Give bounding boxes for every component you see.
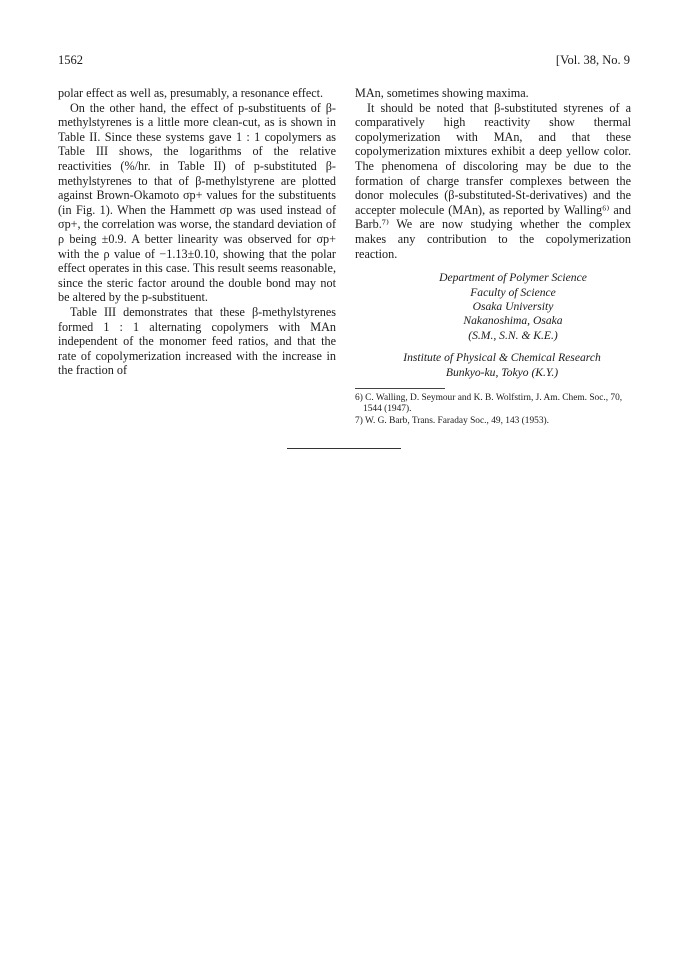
footnote: 6) C. Walling, D. Seymour and K. B. Wolfstirn, J. Am. Chem. Soc., 70, 1544 (1947). bbox=[355, 392, 623, 415]
page-number: 1562 bbox=[58, 53, 83, 67]
affiliation-line: Bunkyo-ku, Tokyo (K.Y.) bbox=[445, 365, 559, 379]
affiliation-line: Department of Polymer Science bbox=[439, 271, 587, 285]
affiliation-line: Nakanoshima, Osaka bbox=[463, 314, 563, 328]
paragraph: MAn, sometimes showing maxima. bbox=[355, 86, 529, 100]
affiliation-tokyo bbox=[373, 351, 631, 380]
affiliation-line: (S.M., S.N. & K.E.) bbox=[468, 328, 558, 342]
affiliation-line: Osaka University bbox=[472, 299, 554, 313]
footnote-divider bbox=[355, 388, 445, 389]
paragraph: On the other hand, the effect of p-substituents of β-methylstyrenes is a little more clean-cut, as is shown in Table II. Since these systems gave 1 : 1 copolymers as Table III shows, the logarithms of the relative reactivities (%/hr. in Table II) of p-substituted β-methylstyrenes to that of β-methylstyrene are plotted against Brown-Okamoto σp+ values for the substituents (in Fig. 1). When the Hammett σp was used instead of σp+, the correlation was worse, the standard deviation of ρ being ±0.9. A better linearity was observed for σp+ with the ρ value of −1.13±0.10, showing that the polar effect operates in this case. This result seems reasonable, since the steric factor around the double bond may not be altered by the p-substituent. bbox=[58, 100, 336, 305]
volume-label: [Vol. 38, No. 9 bbox=[555, 53, 630, 67]
footnote: 7) W. G. Barb, Trans. Faraday Soc., 49, 143 (1953). bbox=[355, 415, 549, 426]
right-column bbox=[355, 86, 631, 427]
end-rule bbox=[287, 448, 401, 449]
affiliation-osaka bbox=[395, 271, 631, 343]
affiliation-line: Faculty of Science bbox=[470, 285, 556, 299]
affiliations bbox=[355, 271, 631, 380]
paragraph: It should be noted that β-substituted styrenes of a comparatively high reactivity show thermal copolymerization with MAn, and that these copolymerization mixtures exhibit a deep yellow color. The phenomena of discoloring may be due to the formation of charge transfer complexes between the donor molecules (β-substituted-St-derivatives) and the accepter molecule (MAn), as reported by Walling⁶⁾ and Barb.⁷⁾ We are now studying whether the complex makes any contribution to the copolymerization reaction. bbox=[355, 100, 631, 261]
left-column bbox=[58, 86, 336, 378]
paragraph: polar effect as well as, presumably, a resonance effect. bbox=[58, 86, 324, 100]
page-header bbox=[58, 53, 630, 69]
paragraph: Table III demonstrates that these β-methylstyrenes formed 1 : 1 alternating copolymers with MAn independent of the monomer feed ratios, and that the rate of copolymerization increased with the increase in the fraction of bbox=[58, 304, 336, 378]
affiliation-line: Institute of Physical & Chemical Research bbox=[403, 351, 601, 365]
